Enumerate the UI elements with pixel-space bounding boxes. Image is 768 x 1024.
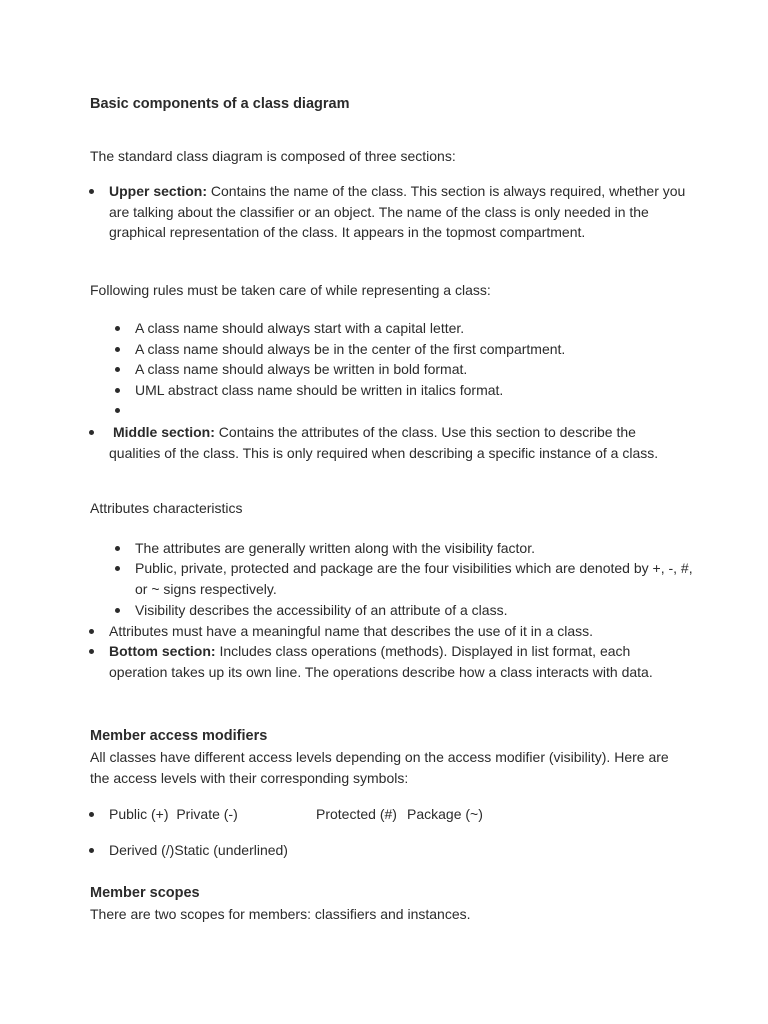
- access-symbols-item: [109, 840, 689, 861]
- derived-modifier: Derived (/): [109, 842, 175, 858]
- attributes-intro: Attributes characteristics: [90, 500, 243, 516]
- intro-paragraph: The standard class diagram is composed of three sections:: [90, 148, 456, 164]
- package-modifier: Package (~): [407, 806, 483, 822]
- member-scopes-text: There are two scopes for members: classifiers and instances.: [90, 906, 471, 922]
- middle-section-item: [109, 422, 689, 463]
- rule-item: UML abstract class name should be written in italics format.: [135, 380, 695, 401]
- rule-item: A class name should always be in the center of the first compartment.: [135, 339, 695, 360]
- upper-section-item: [109, 181, 689, 243]
- protected-modifier: Protected (#): [316, 806, 397, 822]
- upper-section-label: Upper section:: [109, 183, 208, 199]
- bottom-section-item: [109, 641, 689, 682]
- middle-section-label: Middle section:: [113, 424, 215, 440]
- rules-intro: Following rules must be taken care of while representing a class:: [90, 282, 491, 298]
- public-modifier: Public (+): [109, 806, 169, 822]
- access-modifiers-text: All classes have different access levels depending on the access modifier (visibility). Here are the access levels with their corresponding symbols:: [90, 749, 669, 786]
- bottom-section-label: Bottom section:: [109, 643, 216, 659]
- access-modifiers-heading: Member access modifiers: [90, 728, 268, 744]
- member-scopes-heading: Member scopes: [90, 885, 200, 901]
- upper-section-text: Contains the name of the class. This section is always required, whether you are talking about the classifier or an object. The name of the class is only needed in the graphical representation of the class. It appears in the topmost compartment.: [109, 183, 686, 240]
- static-modifier: Static (underlined): [174, 842, 288, 858]
- attribute-item: The attributes are generally written along with the visibility factor.: [135, 538, 695, 559]
- access-symbols-item: [109, 804, 689, 825]
- rule-item: A class name should always be written in bold format.: [135, 359, 695, 380]
- bottom-section-text: Includes class operations (methods). Displayed in list format, each operation takes up its own line. The operations describe how a class interacts with data.: [109, 643, 653, 680]
- private-modifier: Private (-): [176, 806, 238, 822]
- middle-section-text: Contains the attributes of the class. Use this section to describe the qualities of the class. This is only required when describing a specific instance of a class.: [109, 424, 659, 461]
- page-title: Basic components of a class diagram: [90, 96, 350, 112]
- attribute-item: Visibility describes the accessibility of an attribute of a class.: [135, 600, 695, 621]
- rule-item: A class name should always start with a capital letter.: [135, 318, 695, 339]
- attribute-item: Public, private, protected and package are the four visibilities which are denoted by +, -, #, or ~ signs respectively.: [135, 558, 695, 599]
- attribute-name-item: Attributes must have a meaningful name that describes the use of it in a class.: [109, 621, 689, 642]
